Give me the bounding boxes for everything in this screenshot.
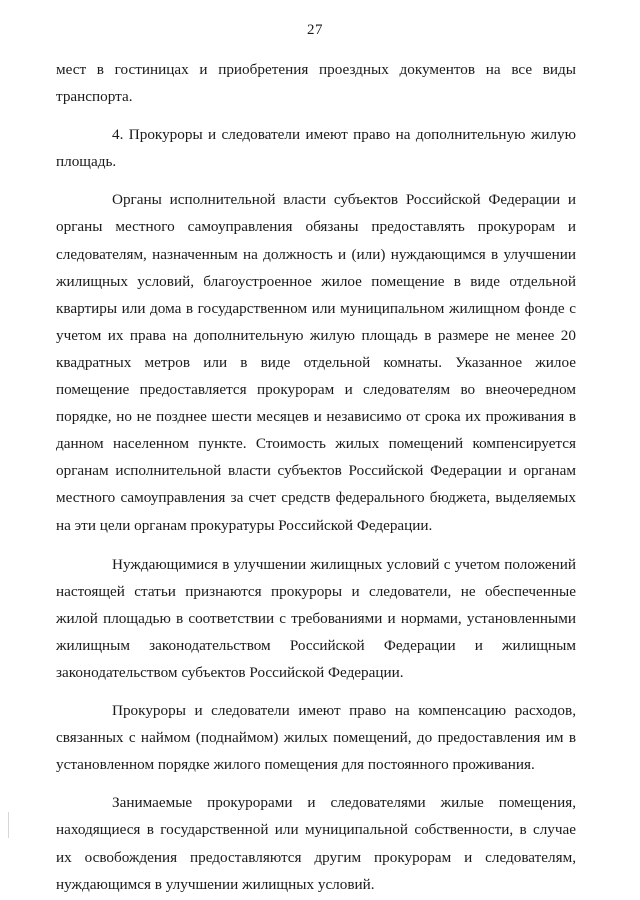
paragraph-needing-improvement: Нуждающимися в улучшении жилищных условий с учетом положений настоящей статьи признаются прокуроры и следователи, не обеспеченные жилой площадью в соответствии с требованиями и нормами, установленными жилищным законодательством Российской Федерации и жилищным законодательством субъектов Российской Федерации.	[56, 555, 576, 681]
paragraph-rent-compensation: Прокуроры и следователи имеют право на компенсацию расходов, связанных с наймом (поднаймом) жилых помещений, до предоставления им в установленном порядке жилого помещения для постоянного проживания.	[56, 702, 576, 774]
paragraph-vacated-housing: Занимаемые прокурорами и следователями жилые помещения, находящиеся в государственной или муниципальной собственности, в случае их освобождения предоставляются другим прокурорам и следователям, нуждающимся в улучшении жилищных условий.	[56, 794, 576, 893]
scan-margin-mark	[8, 812, 9, 838]
page-number: 27	[307, 22, 323, 38]
paragraph-item-4: 4. Прокуроры и следователи имеют право на дополнительную жилую площадь.	[56, 126, 576, 171]
document-body	[56, 56, 576, 898]
paragraph-continuation: мест в гостиницах и приобретения проездных документов на все виды транспорта.	[56, 61, 576, 106]
paragraph-housing-obligation: Органы исполнительной власти субъектов Российской Федерации и органы местного самоуправления обязаны предоставлять прокурорам и следователям, назначенным на должность и (или) нуждающимся в улучшении жилищных условий, благоустроенное жилое помещение в виде отдельной квартиры или дома в государственном или муниципальном жилищном фонде с учетом их права на дополнительную жилую площадь в размере не менее 20 квадратных метров или в виде отдельной комнаты. Указанное жилое помещение предоставляется прокурорам и следователям во внеочередном порядке, но не позднее шести месяцев и независимо от срока их проживания в данном населенном пункте. Стоимость жилых помещений компенсируется органам исполнительной власти субъектов Российской Федерации и органам местного самоуправления за счет средств федерального бюджета, выделяемых на эти цели органам прокуратуры Российской Федерации.	[56, 191, 576, 534]
